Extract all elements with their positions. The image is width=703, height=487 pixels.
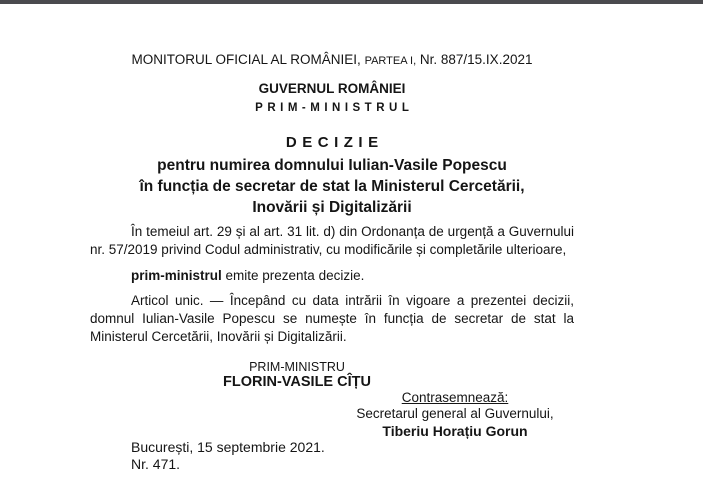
- gazette-publication-title: MONITORUL OFICIAL AL ROMÂNIEI,: [131, 52, 361, 67]
- preamble-paragraph: În temeiul art. 29 și al art. 31 lit. d) din Ordonanța de urgență a Guvernului nr. 57/2019 privind Codul administrativ, cu modificările și completările ulterioare,: [90, 224, 574, 257]
- signature-name-prime-minister: FLORIN-VASILE CÎȚU: [223, 374, 371, 390]
- signature-role-prime-minister: PRIM-MINISTRU: [249, 360, 345, 374]
- gazette-masthead: [90, 51, 574, 70]
- countersign-name: Tiberiu Horațiu Gorun: [382, 423, 528, 439]
- enactment-issuer: prim-ministrul: [131, 268, 222, 283]
- act-title-line-1: pentru numirea domnului Iulian-Vasile Popescu: [157, 157, 507, 174]
- issuer-office: PRIM-MINISTRUL: [255, 102, 414, 114]
- act-title-line-3: Inovării și Digitalizării: [252, 199, 412, 216]
- gazette-part: PARTEA I,: [364, 55, 417, 67]
- enactment-clause: [90, 267, 574, 285]
- act-type-heading: DECIZIE: [285, 134, 384, 151]
- issuing-authority: GUVERNUL ROMÂNIEI: [258, 81, 406, 96]
- countersign-role: Secretarul general al Guvernului,: [356, 406, 554, 421]
- window-top-bar: [0, 0, 703, 4]
- place-and-date: București, 15 septembrie 2021.: [131, 439, 325, 455]
- decision-number: Nr. 471.: [131, 456, 181, 472]
- sole-article-paragraph: Articol unic. — Începând cu data intrării în vigoare a prezentei decizii, domnul Iulian-Vasile Popescu se numește în funcția de secretar de stat la Ministerul Cercetării, Inovării și Digitalizării.: [90, 293, 574, 344]
- gazette-issue-number: Nr. 887/15.IX.2021: [419, 52, 533, 67]
- enactment-text: emite prezenta decizie.: [221, 268, 365, 283]
- act-title-line-2: în funcția de secretar de stat la Ministerul Cercetării,: [139, 178, 525, 195]
- countersign-label: Contrasemnează:: [401, 390, 509, 405]
- act-title: [90, 155, 574, 218]
